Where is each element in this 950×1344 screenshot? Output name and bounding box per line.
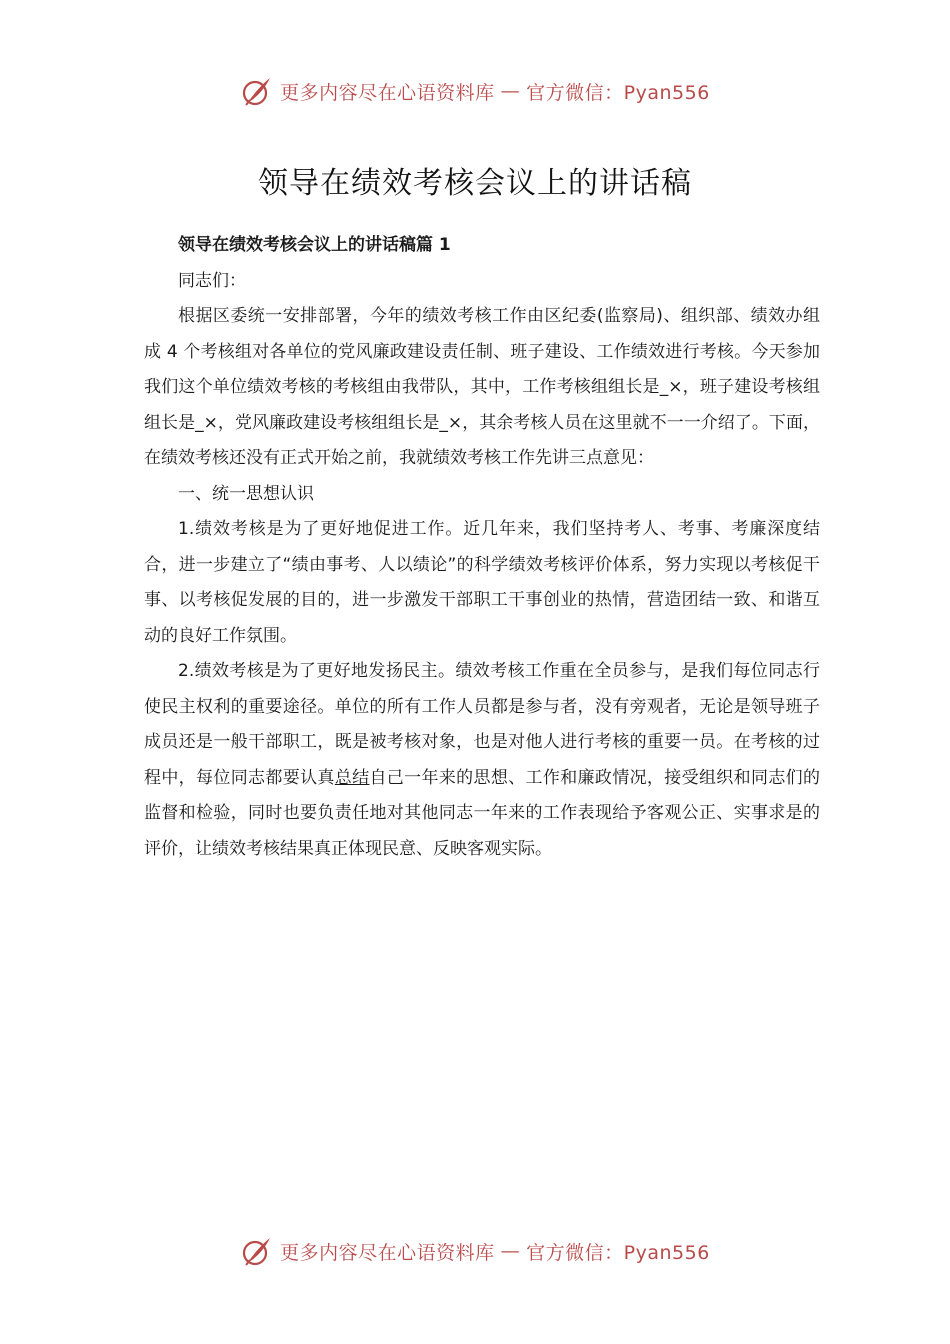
watermark-dash: —: [500, 80, 521, 102]
point-2-paragraph: [144, 654, 820, 867]
section-heading: 领导在绩效考核会议上的讲话稿篇 1: [178, 235, 451, 255]
watermark-dash: —: [500, 1240, 521, 1262]
watermark-contact: 官方微信：Pyan556: [526, 1241, 710, 1264]
quill-pen-logo-icon: [240, 1234, 274, 1268]
footer-watermark: [0, 1234, 950, 1268]
quill-pen-logo-icon: [240, 74, 274, 108]
greeting: 同志们：: [178, 270, 246, 291]
document-title: 领导在绩效考核会议上的讲话稿: [258, 166, 692, 201]
watermark-contact: 官方微信：Pyan556: [526, 81, 710, 104]
summary-link[interactable]: 总结: [334, 767, 370, 788]
point-1-paragraph: 1.绩效考核是为了更好地促进工作。近几年来，我们坚持考人、考事、考廉深度结合，进一步建立了“绩由事考、人以绩论”的科学绩效考核评价体系，努力实现以考核促干事、以考核促发展的目的，进一步激发干部职工干事创业的热情，营造团结一致、和谐互动的良好工作氛围。: [144, 519, 820, 646]
document-body: [144, 228, 820, 867]
point-2-text-after: 自己一年来的思想、工作和廉政情况，接受组织和同志们的监督和检验，同时也要负责任地对其他同志一年来的工作表现给予客观公正、实事求是的评价，让绩效考核结果真正体现民意、反映客观实际。: [144, 767, 821, 859]
watermark-brand: 更多内容尽在心语资料库: [280, 1241, 495, 1264]
paragraph-intro: 根据区委统一安排部署，今年的绩效考核工作由区纪委(监察局)、组织部、绩效办组成 4 个考核组对各单位的党风廉政建设责任制、班子建设、工作绩效进行考核。今天参加我们这个单位绩效考核的考核组由我带队，其中，工作考核组组长是_×，班子建设考核组组长是_×，党风廉政建设考核组组长是_×，其余考核人员在这里就不一一介绍了。下面，在绩效考核还没有正式开始之前，我就绩效考核工作先讲三点意见：: [144, 306, 820, 468]
header-watermark: [0, 74, 950, 108]
point-2-text-before: 2.绩效考核是为了更好地发扬民主。绩效考核工作重在全员参与，是我们每位同志行使民主权利的重要途径。单位的所有工作人员都是参与者，没有旁观者，无论是领导班子成员还是一般干部职工，既是被考核对象，也是对他人进行考核的重要一员。在考核的过程中，每位同志都要认真: [144, 661, 820, 788]
watermark-brand: 更多内容尽在心语资料库: [280, 81, 495, 104]
subheading-unify-thinking: 一、统一思想认识: [178, 483, 314, 504]
